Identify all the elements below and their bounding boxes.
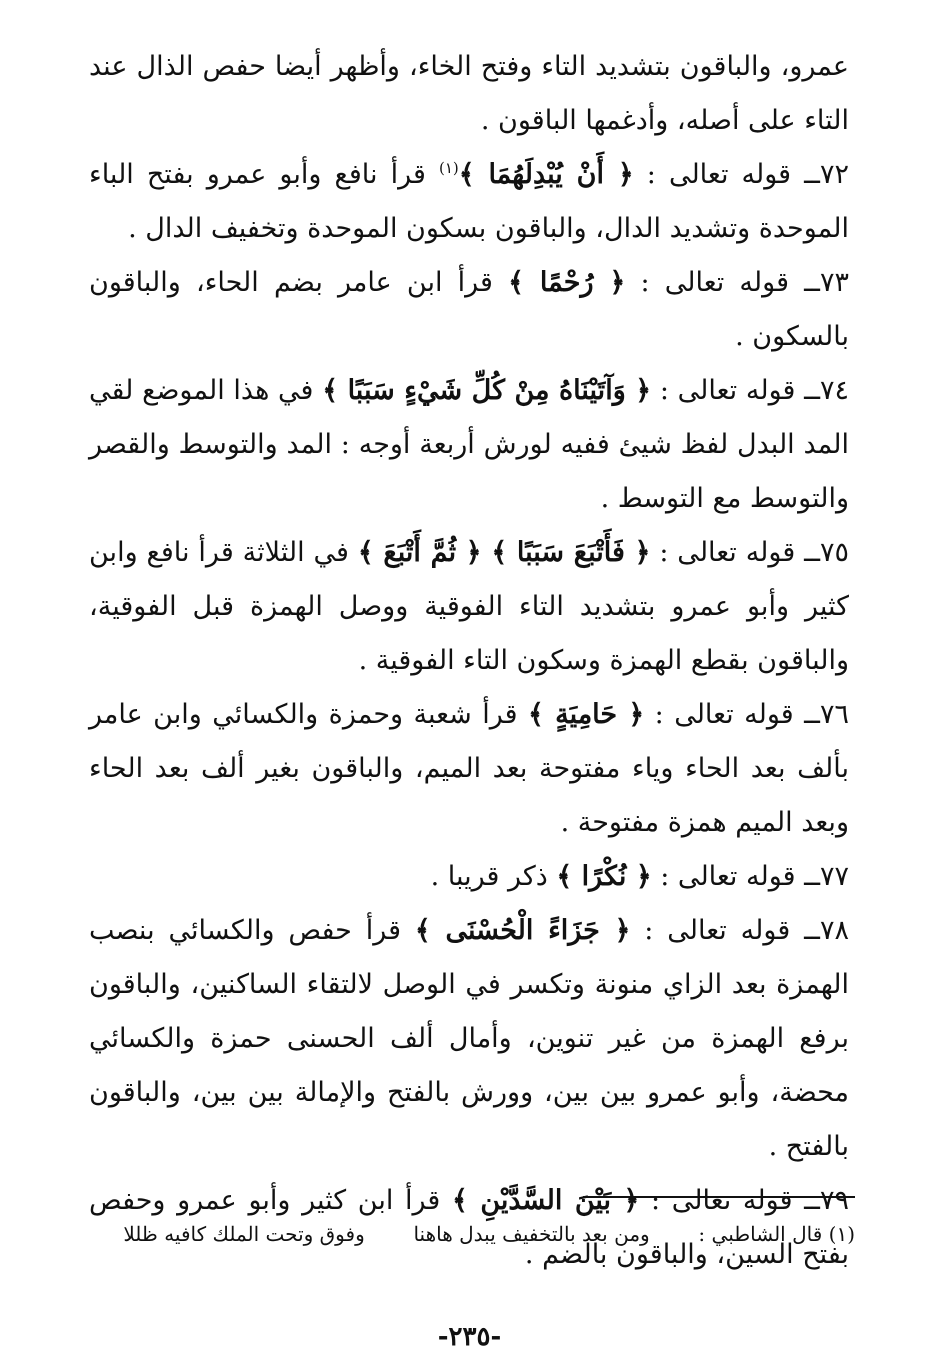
- paragraph-text: قرأ ابن عامر بضم الحاء، والباقون بالسكون .: [89, 267, 849, 352]
- page-number: -٢٣٥-: [437, 1322, 502, 1352]
- paragraph-text: في الثلاثة قرأ نافع وابن كثير وأبو عمرو بتشديد التاء الفوقية ووصل الهمزة قبل الفوقية، والباقون بقطع الهمزة وسكون التاء الفوقية .: [89, 537, 849, 676]
- verse-lead: ٧٣ــ قوله تعالى :: [625, 267, 849, 298]
- footnote-verse-first-half: ومن بعد بالتخفيف يبدل هاهنا: [413, 1222, 650, 1246]
- quran-quote: ﴿ جَزَاءً الْحُسْنَى ﴾: [414, 915, 631, 946]
- footnote-divider: [583, 1196, 855, 1198]
- verse-lead: ٧٧ــ قوله تعالى :: [651, 861, 849, 892]
- footnote-marker[interactable]: (١): [438, 159, 459, 177]
- paragraph-76: [89, 688, 849, 850]
- body-text: [89, 40, 849, 1282]
- paragraph-77: [89, 850, 849, 904]
- quran-quote: ﴿ أَنْ يُبْدِلَهُمَا ﴾: [458, 159, 634, 190]
- verse-lead: ٧٨ــ قوله تعالى :: [630, 915, 849, 946]
- paragraph-text: قرأ نافع وأبو عمرو بفتح الباء الموحدة وتشديد الدال، والباقون بسكون الموحدة وتخفيف الدال .: [89, 159, 849, 244]
- quran-quote: ﴿ بَيْنَ السَّدَّيْنِ ﴾: [452, 1185, 640, 1216]
- quran-quote: ﴿ فَأَتْبَعَ سَبَبًا ﴾ ﴿ ثُمَّ أَتْبَعَ ﴾: [357, 537, 651, 568]
- quran-quote: ﴿ حَامِيَةٍ ﴾: [528, 699, 645, 730]
- paragraph-78: [89, 904, 849, 1174]
- paragraph-text: عمرو، والباقون بتشديد التاء وفتح الخاء، وأظهر أيضا حفص الذال عند التاء على أصله، وأدغمها الباقون .: [89, 51, 849, 136]
- paragraph-text: قرأ شعبة وحمزة والكسائي وابن عامر بألف بعد الحاء وياء مفتوحة بعد الميم، والباقون بغير ألف بعد الحاء وبعد الميم همزة مفتوحة .: [89, 699, 849, 838]
- footnote-label: (١) قال الشاطبي :: [698, 1222, 855, 1246]
- quran-quote: ﴿ رُحْمًا ﴾: [508, 267, 626, 298]
- quran-quote: ﴿ وَآتَيْنَاهُ مِنْ كُلِّ شَيْءٍ سَبَبًا ﴾: [322, 375, 652, 406]
- paragraph-text: قرأ حفص والكسائي بنصب الهمزة بعد الزاي منونة وتكسر في الوصل لالتقاء الساكنين، والباقون برفع الهمزة من غير تنوين، وأمال ألف الحسنى حمزة والكسائي محضة، وأبو عمرو بين بين، وورش بالفتح والإمالة بين بين، والباقون بالفتح .: [89, 915, 849, 1162]
- verse-lead: ٧٢ــ قوله تعالى :: [633, 159, 849, 190]
- paragraph-73: [89, 256, 849, 364]
- footnote: [85, 1218, 855, 1250]
- paragraph-intro: [89, 40, 849, 148]
- verse-lead: ٧٥ــ قوله تعالى :: [650, 537, 849, 568]
- verse-lead: ٧٦ــ قوله تعالى :: [644, 699, 849, 730]
- verse-lead: ٧٤ــ قوله تعالى :: [651, 375, 849, 406]
- paragraph-text: ذكر قريبا .: [430, 861, 557, 892]
- verse-lead: ٧٩ــ قوله تعالى :: [639, 1185, 849, 1216]
- paragraph-text: قرأ ابن كثير وأبو عمرو وحفص بفتح السين، والباقون بالضم .: [89, 1185, 849, 1270]
- footnote-verse-second-half: وفوق وتحت الملك كافيه ظللا: [123, 1222, 365, 1246]
- paragraph-text: في هذا الموضع لقي المد البدل لفظ شيئ ففيه لورش أربعة أوجه : المد والتوسط والقصر والتوسط مع التوسط .: [89, 375, 849, 514]
- paragraph-74: [89, 364, 849, 526]
- quran-quote: ﴿ نُكْرًا ﴾: [556, 861, 652, 892]
- paragraph-72: [89, 148, 849, 256]
- paragraph-75: [89, 526, 849, 688]
